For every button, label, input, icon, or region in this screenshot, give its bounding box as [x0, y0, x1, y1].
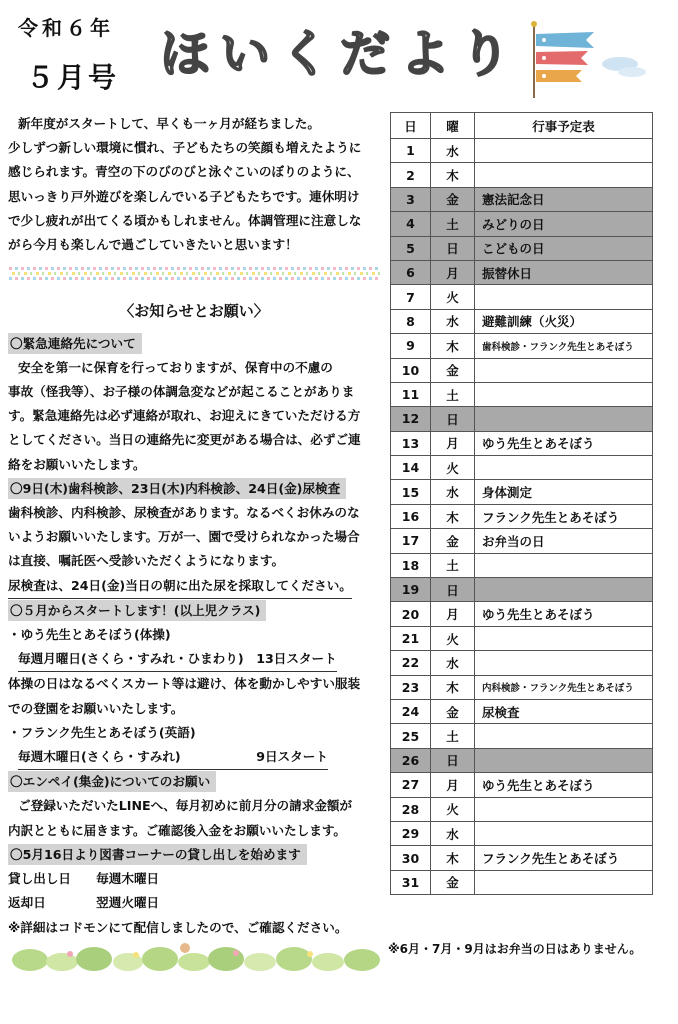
weekday-cell: 火: [431, 285, 475, 309]
event-cell: 振替休日: [475, 260, 653, 284]
schedule-row: [391, 675, 653, 699]
issue-month: ５月号: [26, 61, 120, 94]
section-start: [8, 599, 380, 770]
weekday-cell: 水: [431, 821, 475, 845]
weekday-cell: 月: [431, 773, 475, 797]
day-cell: 11: [391, 382, 431, 406]
section-library: [8, 843, 380, 940]
section-heading: 〇エンペイ(集金)についてのお願い: [8, 771, 216, 792]
schedule-row: [391, 651, 653, 675]
weekday-cell: 金: [431, 870, 475, 894]
section-line: としてください。当日の連絡先に変更がある場合は、必ずご連: [8, 432, 361, 448]
section-heading: 〇5月16日より図書コーナーの貸し出しを始めます: [8, 844, 307, 865]
weekday-cell: 木: [431, 334, 475, 358]
event-cell: 歯科検診・フランク先生とあそぼう: [475, 334, 653, 358]
weekday-cell: 月: [431, 431, 475, 455]
english-schedule: 毎週木曜日(さくら・すみれ) 9日スタート: [18, 745, 328, 770]
day-cell: 2: [391, 163, 431, 187]
koinobori-illustration: [520, 20, 650, 100]
event-cell: 憲法記念日: [475, 187, 653, 211]
schedule-row: [391, 139, 653, 163]
weekday-cell: 日: [431, 407, 475, 431]
event-cell: 内科検診・フランク先生とあそぼう: [475, 675, 653, 699]
day-cell: 22: [391, 651, 431, 675]
day-cell: 25: [391, 724, 431, 748]
schedule-row: [391, 504, 653, 528]
day-cell: 5: [391, 236, 431, 260]
day-cell: 18: [391, 553, 431, 577]
event-cell: [475, 626, 653, 650]
day-cell: 12: [391, 407, 431, 431]
section-line: ・ゆう先生とあそぼう(体操): [8, 627, 171, 643]
weekday-cell: 土: [431, 724, 475, 748]
weekday-cell: 水: [431, 480, 475, 504]
schedule-row: [391, 724, 653, 748]
day-cell: 28: [391, 797, 431, 821]
weekday-cell: 金: [431, 529, 475, 553]
intro: [8, 112, 380, 257]
section-line: での登園をお願いいたします。: [8, 700, 184, 716]
day-cell: 7: [391, 285, 431, 309]
day-cell: 3: [391, 187, 431, 211]
schedule-row: [391, 334, 653, 358]
schedule-row: [391, 699, 653, 723]
weekday-cell: 金: [431, 358, 475, 382]
day-cell: 13: [391, 431, 431, 455]
intro-line: 思いっきり戸外遊びを楽しんでいる子どもたちです。連休明け: [8, 188, 360, 204]
day-cell: 6: [391, 260, 431, 284]
event-cell: [475, 285, 653, 309]
day-cell: 1: [391, 139, 431, 163]
weekday-cell: 水: [431, 139, 475, 163]
schedule-row: [391, 431, 653, 455]
intro-line: がら今月も楽しんで過ごしていきたいと思います！: [8, 237, 298, 253]
event-cell: みどりの日: [475, 212, 653, 236]
decorative-divider: [8, 265, 380, 283]
left-column: [8, 112, 380, 940]
schedule-row: [391, 358, 653, 382]
section-line: 歯科検診、内科検診、尿検査があります。なるべくお休みのな: [8, 505, 360, 521]
section-line: 事故（怪我等）、お子様の体調急変などが起こることがありま: [8, 384, 355, 400]
event-cell: [475, 456, 653, 480]
schedule-row: [391, 553, 653, 577]
section-line: 安全を第一に保育を行っておりますが、保育中の不慮の: [18, 359, 333, 375]
weekday-cell: 金: [431, 699, 475, 723]
day-cell: 9: [391, 334, 431, 358]
day-cell: 29: [391, 821, 431, 845]
event-cell: お弁当の日: [475, 529, 653, 553]
event-cell: フランク先生とあそぼう: [475, 504, 653, 528]
intro-line: で少し疲れが出てくる頃かもしれません。体調管理に注意しな: [8, 212, 362, 228]
event-cell: [475, 163, 653, 187]
weekday-cell: 木: [431, 846, 475, 870]
event-cell: [475, 748, 653, 772]
event-cell: [475, 870, 653, 894]
weekday-cell: 日: [431, 748, 475, 772]
day-cell: 4: [391, 212, 431, 236]
event-cell: [475, 724, 653, 748]
schedule-row: [391, 602, 653, 626]
section-heading: 〇緊急連絡先について: [8, 333, 142, 354]
section-emergency: [8, 332, 380, 477]
weekday-cell: 火: [431, 797, 475, 821]
lend-day: 貸し出し日 毎週木曜日: [8, 871, 160, 887]
era-label: 令和６年: [18, 16, 114, 40]
intro-line: 少しずつ新しい環境に慣れ、子どもたちの笑顔も増えたように: [8, 140, 362, 156]
schedule-row: [391, 846, 653, 870]
weekday-cell: 土: [431, 553, 475, 577]
event-cell: こどもの日: [475, 236, 653, 260]
day-cell: 19: [391, 578, 431, 602]
schedule-row: [391, 163, 653, 187]
section-line: は直接、嘱託医へ受診いただくようになります。: [8, 553, 285, 569]
day-cell: 23: [391, 675, 431, 699]
schedule-row: [391, 309, 653, 333]
day-cell: 16: [391, 504, 431, 528]
section-line: いようお願いいたします。万が一、園で受けられなかった場合: [8, 529, 360, 545]
gym-schedule: 毎週月曜日(さくら・すみれ・ひまわり) 13日スタート: [18, 647, 337, 672]
schedule-row: [391, 456, 653, 480]
section-line: ご登録いただいたLINEへ、毎月初めに前月分の請求金額が: [18, 798, 353, 814]
return-day: 返却日 翌週火曜日: [8, 895, 160, 911]
section-line: す。緊急連絡先は必ず連絡が取れ、お迎えにきていただける方: [8, 408, 361, 424]
newsletter-title: ほいくだより: [160, 25, 520, 83]
day-cell: 10: [391, 358, 431, 382]
section-line: 内訳とともに届きます。ご確認後入金をお願いいたします。: [8, 822, 347, 838]
schedule-row: [391, 773, 653, 797]
weekday-cell: 木: [431, 504, 475, 528]
event-schedule-table: [390, 112, 653, 895]
weekday-cell: 水: [431, 651, 475, 675]
schedule-header-row: [391, 113, 653, 139]
section-heading: 〇５月からスタートします！(以上児クラス): [8, 600, 266, 621]
day-cell: 24: [391, 699, 431, 723]
weekday-cell: 月: [431, 602, 475, 626]
section-line: ・フランク先生とあそぼう(英語): [8, 724, 196, 740]
section-line: 体操の日はなるべくスカート等は避け、体を動かしやすい服装: [8, 676, 361, 692]
day-cell: 14: [391, 456, 431, 480]
schedule-row: [391, 626, 653, 650]
section-checkup: [8, 477, 380, 599]
schedule-row: [391, 382, 653, 406]
event-cell: 尿検査: [475, 699, 653, 723]
schedule-row: [391, 212, 653, 236]
event-cell: [475, 821, 653, 845]
schedule-row: [391, 529, 653, 553]
intro-line: 新年度がスタートして、早くも一ヶ月が経ちました。: [18, 116, 320, 131]
event-cell: ゆう先生とあそぼう: [475, 431, 653, 455]
library-note: ※詳細はコドモンにて配信しましたので、ご確認ください。: [8, 919, 348, 935]
weekday-cell: 金: [431, 187, 475, 211]
event-cell: ゆう先生とあそぼう: [475, 773, 653, 797]
event-cell: フランク先生とあそぼう: [475, 846, 653, 870]
day-cell: 26: [391, 748, 431, 772]
event-cell: 身体測定: [475, 480, 653, 504]
event-cell: [475, 651, 653, 675]
schedule-row: [391, 748, 653, 772]
schedule-row: [391, 260, 653, 284]
event-cell: [475, 407, 653, 431]
day-cell: 15: [391, 480, 431, 504]
schedule-row: [391, 285, 653, 309]
section-fee: [8, 770, 380, 843]
weekday-cell: 木: [431, 675, 475, 699]
event-cell: [475, 139, 653, 163]
event-cell: [475, 553, 653, 577]
schedule-row: [391, 480, 653, 504]
schedule-row: [391, 821, 653, 845]
day-cell: 27: [391, 773, 431, 797]
weekday-cell: 月: [431, 260, 475, 284]
schedule-row: [391, 797, 653, 821]
urine-test-note: 尿検査は、24日(金)当日の朝に出た尿を採取してください。: [8, 574, 352, 599]
section-line: 絡をお願いいたします。: [8, 456, 146, 472]
day-cell: 31: [391, 870, 431, 894]
schedule-row: [391, 236, 653, 260]
event-cell: [475, 578, 653, 602]
weekday-cell: 火: [431, 626, 475, 650]
weekday-cell: 土: [431, 212, 475, 236]
day-cell: 17: [391, 529, 431, 553]
schedule-row: [391, 578, 653, 602]
header-weekday: 曜: [431, 113, 475, 139]
event-cell: [475, 382, 653, 406]
schedule-row: [391, 870, 653, 894]
day-cell: 20: [391, 602, 431, 626]
day-cell: 21: [391, 626, 431, 650]
event-cell: ゆう先生とあそぼう: [475, 602, 653, 626]
weekday-cell: 土: [431, 382, 475, 406]
weekday-cell: 水: [431, 309, 475, 333]
schedule-row: [391, 407, 653, 431]
bush-illustration: [10, 932, 382, 972]
weekday-cell: 木: [431, 163, 475, 187]
weekday-cell: 日: [431, 578, 475, 602]
section-heading: 〇9日(木)歯科検診、23日(木)内科検診、24日(金)尿検査: [8, 478, 346, 499]
intro-line: 感じられます。青空の下のびのびと泳ぐこいのぼりのように、: [8, 164, 360, 180]
weekday-cell: 日: [431, 236, 475, 260]
header-events: 行事予定表: [475, 113, 653, 139]
event-cell: 避難訓練（火災）: [475, 309, 653, 333]
weekday-cell: 火: [431, 456, 475, 480]
day-cell: 8: [391, 309, 431, 333]
event-cell: [475, 358, 653, 382]
day-cell: 30: [391, 846, 431, 870]
lunch-footnote: ※6月・7月・9月はお弁当の日はありません。: [388, 942, 642, 956]
event-cell: [475, 797, 653, 821]
header-day: 日: [391, 113, 431, 139]
schedule-row: [391, 187, 653, 211]
notices-heading: 〈お知らせとお願い〉: [119, 302, 269, 321]
